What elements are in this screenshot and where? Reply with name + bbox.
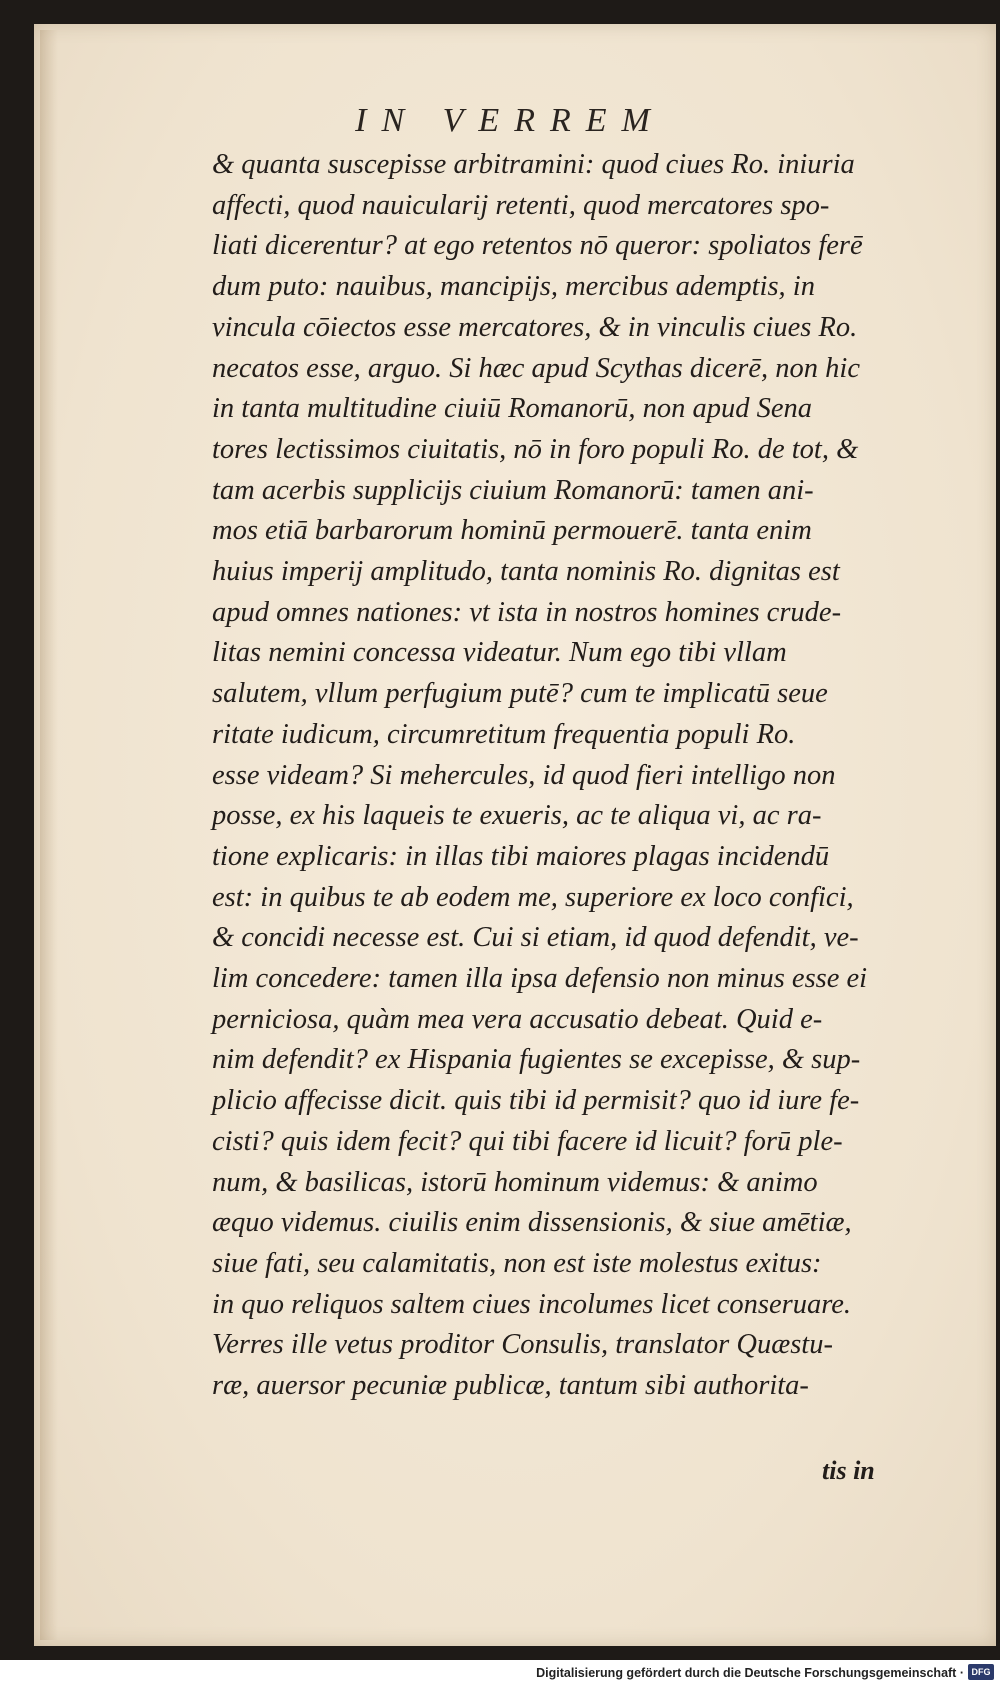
- text-line: apud omnes nationes: vt ista in nostros homines crude-: [212, 596, 842, 628]
- running-head: IN VERREM: [355, 102, 665, 139]
- text-line: dum puto: nauibus, mancipijs, mercibus ademptis, in: [212, 271, 815, 303]
- text-line: perniciosa, quàm mea vera accusatio debeat. Quid e-: [212, 1003, 823, 1035]
- text-line: tione explicaris: in illas tibi maiores plagas incidendū: [212, 840, 830, 872]
- text-line: necatos esse, arguo. Si hæc apud Scythas dicerē, non hic: [212, 352, 860, 384]
- text-line: siue fati, seu calamitatis, non est iste molestus exitus:: [212, 1247, 822, 1279]
- text-line: posse, ex his laqueis te exueris, ac te aliqua vi, ac ra-: [212, 800, 822, 832]
- text-line: tam acerbis supplicijs ciuium Romanorū: tamen ani-: [212, 474, 814, 506]
- page-gutter-shadow: [40, 30, 58, 1640]
- digitization-credit: Digitalisierung gefördert durch die Deutsche Forschungsgemeinschaft ·: [536, 1666, 964, 1680]
- text-line: & concidi necesse est. Cui si etiam, id quod defendit, ve-: [212, 922, 859, 954]
- text-line: litas nemini concessa videatur. Num ego tibi vllam: [212, 637, 787, 669]
- text-line: mos etiā barbarorum hominū permouerē. tanta enim: [212, 515, 812, 547]
- catchword: tis in: [822, 1456, 875, 1485]
- text-line: cisti? quis idem fecit? qui tibi facere id licuit? forū ple-: [212, 1125, 843, 1157]
- text-line: Verres ille vetus proditor Consulis, translator Quæstu-: [212, 1329, 833, 1361]
- body-text: [212, 145, 952, 1407]
- text-line: in tanta multitudine ciuiū Romanorū, non apud Sena: [212, 393, 813, 425]
- text-line: lim concedere: tamen illa ipsa defensio non minus esse ei: [212, 963, 868, 995]
- text-line: vincula cōiectos esse mercatores, & in vinculis ciues Ro.: [212, 311, 858, 343]
- text-line: tores lectissimos ciuitatis, nō in foro populi Ro. de tot, &: [212, 433, 859, 465]
- text-line: plicio affecisse dicit. quis tibi id permisit? quo id iure fe-: [212, 1085, 860, 1117]
- dfg-logo: DFG: [968, 1664, 994, 1680]
- text-line: ritate iudicum, circumretitum frequentia populi Ro.: [212, 718, 796, 750]
- text-line: affecti, quod nauicularij retenti, quod mercatores spo-: [212, 189, 830, 221]
- text-line: esse videam? Si mehercules, id quod fieri intelligo non: [212, 759, 836, 791]
- text-line: æquo videmus. ciuilis enim dissensionis, & siue amētiæ,: [212, 1207, 852, 1239]
- text-line: num, & basilicas, istorū hominum videmus: & animo: [212, 1166, 818, 1198]
- text-line: & quanta suscepisse arbitramini: quod ciues Ro. iniuria: [212, 149, 855, 180]
- text-line: huius imperij amplitudo, tanta nominis Ro. dignitas est: [212, 556, 840, 588]
- text-line: in quo reliquos saltem ciues incolumes licet conseruare.: [212, 1288, 852, 1320]
- text-line: est: in quibus te ab eodem me, superiore ex loco confici,: [212, 881, 854, 913]
- text-line: salutem, vllum perfugium putē? cum te implicatū seue: [212, 678, 828, 710]
- text-line: ræ, auersor pecuniæ publicæ, tantum sibi authorita-: [212, 1370, 809, 1402]
- text-line: liati dicerentur? at ego retentos nō queror: spoliatos ferē: [212, 230, 863, 262]
- text-line: nim defendit? ex Hispania fugientes se excepisse, & sup-: [212, 1044, 861, 1076]
